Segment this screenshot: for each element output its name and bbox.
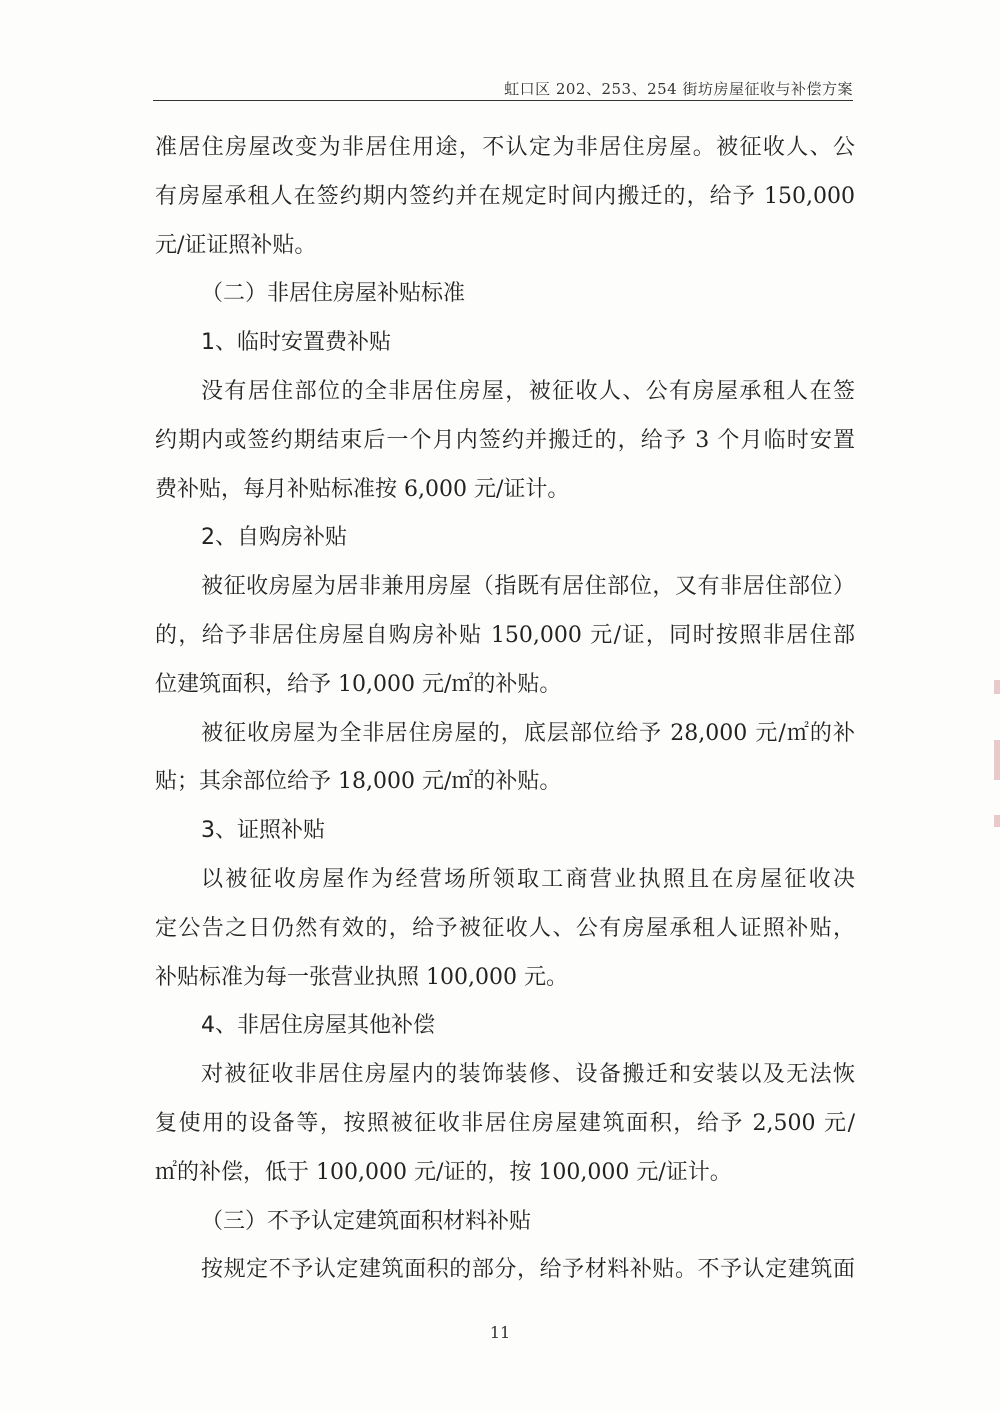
section-heading: （三）不予认定建筑面积材料补贴	[201, 1208, 532, 1234]
paragraph-line: 元/证证照补贴。	[155, 232, 317, 258]
paragraph-line: 的，给予非居住房屋自购房补贴 150,000 元/证，同时按照非居住部	[155, 622, 855, 648]
paragraph-line: 以被征收房屋作为经营场所领取工商营业执照且在房屋征收决	[201, 866, 855, 892]
subsection-heading: 2、自购房补贴	[201, 525, 347, 551]
paragraph-line: 约期内或签约期结束后一个月内签约并搬迁的，给予 3 个月临时安置	[155, 427, 855, 453]
paragraph-line: ㎡的补偿，低于 100,000 元/证的，按 100,000 元/证计。	[155, 1159, 732, 1185]
paragraph-line: 按规定不予认定建筑面积的部分，给予材料补贴。不予认定建筑面	[201, 1257, 855, 1283]
paragraph-line: 位建筑面积，给予 10,000 元/㎡的补贴。	[155, 671, 562, 697]
running-header: 虹口区 202、253、254 街坊房屋征收与补偿方案	[504, 80, 853, 98]
scan-edge-mark	[994, 680, 1000, 694]
paragraph-line: 复使用的设备等，按照被征收非居住房屋建筑面积，给予 2,500 元/	[155, 1110, 855, 1136]
paragraph-line: 补贴标准为每一张营业执照 100,000 元。	[155, 964, 568, 990]
header-rule	[153, 100, 853, 101]
paragraph-line: 对被征收非居住房屋内的装饰装修、设备搬迁和安装以及无法恢	[201, 1062, 855, 1088]
paragraph-line: 被征收房屋为居非兼用房屋（指既有居住部位，又有非居住部位）	[201, 574, 855, 600]
paragraph-line: 贴；其余部位给予 18,000 元/㎡的补贴。	[155, 769, 562, 795]
subsection-heading: 3、证照补贴	[201, 818, 325, 844]
paragraph-line: 定公告之日仍然有效的，给予被征收人、公有房屋承租人证照补贴，	[155, 915, 855, 941]
page-number: 11	[489, 1323, 511, 1342]
paragraph-line: 没有居住部位的全非居住房屋，被征收人、公有房屋承租人在签	[201, 378, 855, 404]
subsection-heading: 4、非居住房屋其他补偿	[201, 1013, 435, 1039]
subsection-heading: 1、临时安置费补贴	[201, 330, 391, 356]
section-heading: （二）非居住房屋补贴标准	[201, 281, 466, 307]
paragraph-line: 被征收房屋为全非居住房屋的，底层部位给予 28,000 元/㎡的补	[201, 720, 855, 746]
paragraph-line: 有房屋承租人在签约期内签约并在规定时间内搬迁的，给予 150,000	[155, 183, 855, 209]
paragraph-line: 准居住房屋改变为非居住用途，不认定为非居住房屋。被征收人、公	[155, 135, 855, 160]
scan-edge-mark	[994, 815, 1000, 827]
scan-edge-mark	[994, 740, 1000, 780]
body-text	[155, 124, 855, 1295]
paragraph-line: 费补贴，每月补贴标准按 6,000 元/证计。	[155, 476, 570, 502]
